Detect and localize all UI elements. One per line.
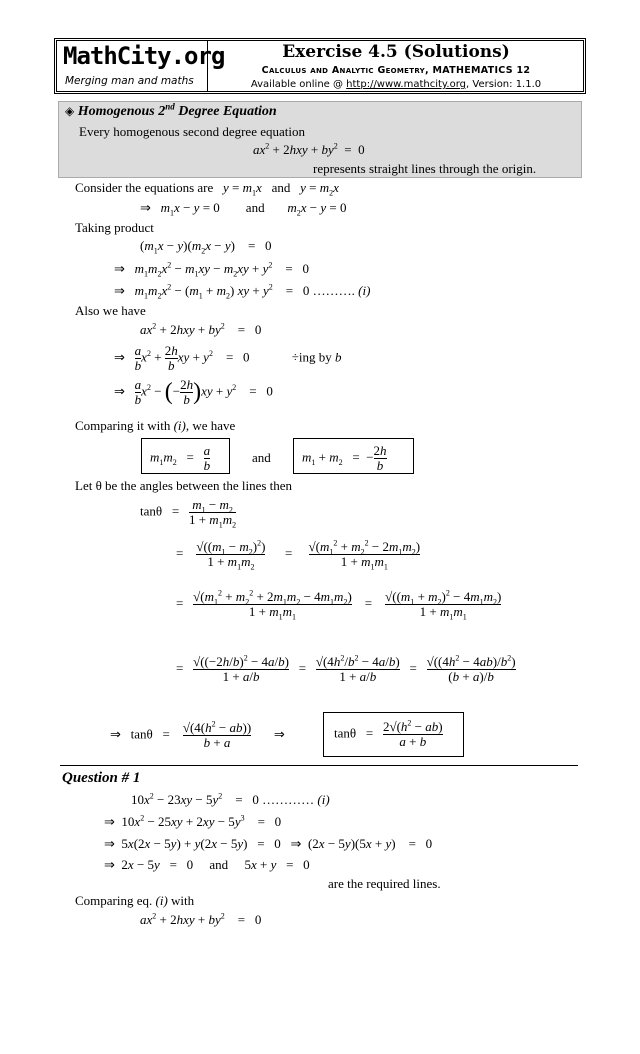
tan-step-1: = $\frac{√((m_1 - m_2)^2)}{1 + m_1m_2}$ = $\frac{√(m_1^2 + m_2^2 - 2m_1m_2)}{1 + m_1m_1}$ [176,538,421,572]
general-eq-3: $ax^2 + 2hxy + by^2$ = 0 [140,911,262,927]
equation-i: ⇒ $m_1m_2x^2 - (m_1 + m_2)$ xy + $y^2$ = 0 ………. (i) [114,282,371,301]
compare-eq-label: Comparing eq. [75,893,153,908]
required-lines-label: are the required lines. [328,876,441,891]
taking-product-label: Taking product [75,220,154,235]
eq-label: (i) [358,283,371,298]
intro-line-1: Every homogenous second degree equation [79,124,305,139]
rewritten-equation: ⇒ $\frac{a}{b}$ $x^2$ − (− $\frac{2h}{b}$ )$xy + y^2$ = 0 [114,377,273,407]
equations-rearranged: ⇒ $m_1x - y = 0$ and $m_2x - y = 0$ [140,200,347,218]
diamond-icon: ◈ [65,104,75,118]
tan-step-2: = $\frac{√(m_1^2 + m_2^2 + 2m_1m_2 - 4m_1m_2)}{1 + m_1m_1}$ = $\frac{√((m_1 + m_2)^2 - 4m_1m_2)}{1 + m_1m_1}$ [176,588,502,622]
q1-lines: ⇒ 2x − 5y = 0 and 5x + y = 0 [104,857,310,872]
mathcity-logo [57,41,225,91]
consider-line: Consider the equations are $y = m_1x$ and $y = m_2x$ [75,180,339,198]
page-header [54,38,586,94]
expanded-equation: ⇒ $m_1m_2x^2 - m_1xy - m_2xy + y^2$ = 0 [114,260,309,279]
q1-split: ⇒ $10x^2 - 25xy + 2xy - 5y^3$ = 0 [104,813,282,829]
intro-line-2: represents straight lines through the origin. [313,161,537,176]
eq-label: (i) [155,893,168,908]
general-equation: $ax^2 + 2hxy + by^2 = 0$ [253,141,365,157]
q1-factor: ⇒ 5x(2x − 5y) + y(2x − 5y) = 0 ⇒ (2x − 5y)(5x + y) = 0 [104,836,433,851]
section-heading [65,101,277,120]
compare-line [75,418,235,434]
heading-sup: nd [165,101,175,112]
available-label: Available online @ [250,79,347,90]
eq-label-ref: (i) [173,418,186,433]
definition-box [58,101,582,178]
also-label: Also we have [75,303,146,318]
tan-step-3: = $\frac{√((-2h/b)^2 - 4a/b)}{1 + a/b}$ = $\frac{√(4h^2/b^2 - 4a/b)}{1 + a/b}$ = $\frac{√((4h^2 - 4ab)/b^2)}{(b + a)/b}$ [176,653,516,684]
logo-title: MathCity.org [63,42,225,70]
divide-note: ÷ing by [291,349,332,365]
general-eq-2: $ax^2 + 2hxy + by^2$ = 0 [140,321,262,337]
we-have-label: , we have [185,418,236,433]
divided-equation: ⇒ $\frac{a}{b}$ $x^2$ + $\frac{2h}{b}$ xy + $y^2$ = 0 ÷ing by b [114,343,342,373]
section-divider [60,765,578,766]
product-of-slopes-box: $m_1m_2$ = $\frac{a}{b}$ [141,438,230,474]
logo-tagline: Merging man and maths [65,75,194,87]
page-subtitle: Calculus and Analytic Geometry, MATHEMATICS 12 [261,65,531,76]
tan-final: ⇒ tanθ = $\frac{√(4(h^2 - ab))}{b + a}$ ⇒ [110,719,285,750]
website-link[interactable]: http://www.mathcity.org [346,79,467,90]
compare-eq-line [75,893,194,909]
page-title: Exercise 4.5 (Solutions) [282,42,510,62]
eq-label: (i) [317,792,330,807]
result-box: tanθ = $\frac{2√(h^2 - ab)}{a + b}$ [323,712,464,757]
product-equation: $(m_1x - y)(m_2x - y)$ = 0 [140,238,272,256]
version-label: , Version: 1.1.0 [466,79,542,90]
and-label: and [245,200,265,215]
and-label: and [271,180,291,195]
q1-equation: $10x^2 - 23xy - 5y^2$ = 0 ………… (i) [131,791,330,807]
compare-label: Comparing it with [75,418,171,433]
question-heading: Question # 1 [62,770,141,786]
heading-text: Homogenous 2 [77,104,166,119]
with-label: with [171,893,195,908]
availability-line [209,79,583,90]
and-label: and [209,857,229,872]
tan-formula: tanθ = $\frac{m_1 - m_2}{1 + m_1m_2}$ [140,497,237,530]
heading-rest: Degree Equation [174,104,277,119]
and-label: and [252,450,271,465]
consider-label: Consider the equations are [75,180,214,195]
let-theta-line: Let θ be the angles between the lines then [75,478,293,493]
sum-of-slopes-box: $m_1 + m_2$ = − $\frac{2h}{b}$ [293,438,414,474]
